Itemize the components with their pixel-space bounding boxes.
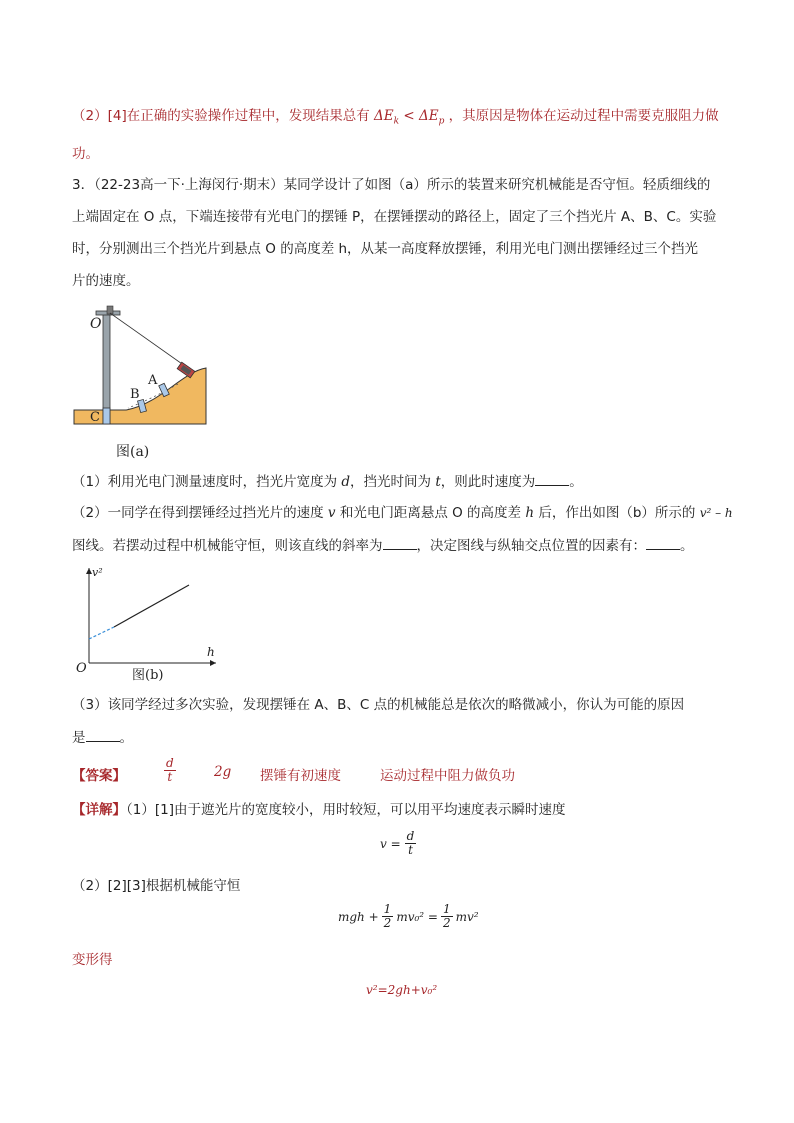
sub2-line2: 图线。若摆动过程中机械能守恒，则该直线的斜率为 ，决定图线与纵轴交点位置的因素有： 。 (72, 535, 694, 556)
answer-frac: $\frac{d}{t}$ (166, 756, 174, 784)
sub1-line: （1）利用光电门测量速度时，挡光片宽度为 d，挡光时间为 t，则此时速度为 。 (72, 471, 583, 492)
delta-ek: $\Delta E_k < \Delta E_p$ (374, 108, 445, 127)
sub2-line1: （2）一同学在得到摆锤经过挡光片的速度 v 和光电门距离悬点 O 的高度差 h 后，作出如图（b）所示的 v² – h (72, 505, 733, 521)
q3-line2: 上端固定在 O 点，下端连接带有光电门的摆锤 P，在摆锤摆动的路径上，固定了三个挡光片 A、B、C。实验 (72, 209, 717, 225)
q3-line3: 时，分别测出三个挡光片到悬点 O 的高度差 h，从某一高度释放摆锤，利用光电门测出摆锤经过三个挡光 (72, 241, 699, 257)
detail-line3: 变形得 (72, 952, 113, 968)
figure-b (74, 560, 224, 684)
pendulum-bob (177, 362, 195, 378)
pendulum-string (110, 313, 185, 366)
label-a: A (148, 373, 158, 388)
figure-a (70, 298, 210, 463)
support-pole (103, 312, 110, 424)
label-c: C (90, 410, 100, 425)
q2-part2-line: （2）[4]在正确的实验操作过程中，发现结果总有 $\Delta E_k < \Delta E_p$ ，其原因是物体在运动过程中需要克服阻力做 (72, 108, 719, 127)
answer-4: 运动过程中阻力做负功 (380, 768, 515, 784)
equation-3: v²=2gh+v₀² (366, 983, 438, 997)
ylabel: v² (92, 566, 103, 579)
label-o: O (90, 316, 102, 332)
answer-2g: 2g (214, 764, 232, 780)
detail-line2: （2）[2][3]根据机械能守恒 (72, 878, 241, 894)
equation-2: mgh + $\frac{1}{2}$ mv₀² = $\frac{1}{2}$ mv² (338, 902, 479, 930)
origin-label: O (76, 661, 87, 676)
detail-tag: 【详解】 (72, 802, 126, 818)
answer-blank-4[interactable] (86, 727, 120, 742)
answer-tag: 【答案】 (72, 768, 126, 784)
data-line-solid (114, 585, 189, 627)
sub3-line2: 是 。 (72, 727, 133, 748)
pivot-block (107, 306, 113, 314)
pole-base (103, 408, 110, 424)
answer-blank-3[interactable] (646, 535, 680, 550)
answer-row (72, 757, 632, 791)
caption-a: 图(a) (116, 444, 150, 460)
sub3-line1: （3）该同学经过多次实验，发现摆锤在 A、B、C 点的机械能总是依次的略微减小，你认为可能的原因 (72, 697, 685, 713)
answer-3: 摆锤有初速度 (260, 768, 341, 784)
detail-line1: 【详解】（1）[1]由于遮光片的宽度较小，用时较短，可以用平均速度表示瞬时速度 (72, 802, 566, 818)
caption-b: 图(b) (132, 668, 164, 683)
q3-line1: 3．（22-23高一下·上海闵行·期末）某同学设计了如图（a）所示的装置来研究机械能是否守恒。轻质细线的 (72, 177, 711, 193)
equation-1: v = $\frac{d}{t}$ (380, 829, 415, 857)
answer-blank-2[interactable] (383, 535, 417, 550)
label-b: B (130, 387, 140, 402)
answer-blank-1[interactable] (535, 471, 569, 486)
data-line-dashed (89, 627, 114, 639)
xlabel: h (207, 645, 215, 659)
q3-line4: 片的速度。 (72, 273, 140, 289)
q2-part2-cont: 功。 (72, 146, 99, 162)
